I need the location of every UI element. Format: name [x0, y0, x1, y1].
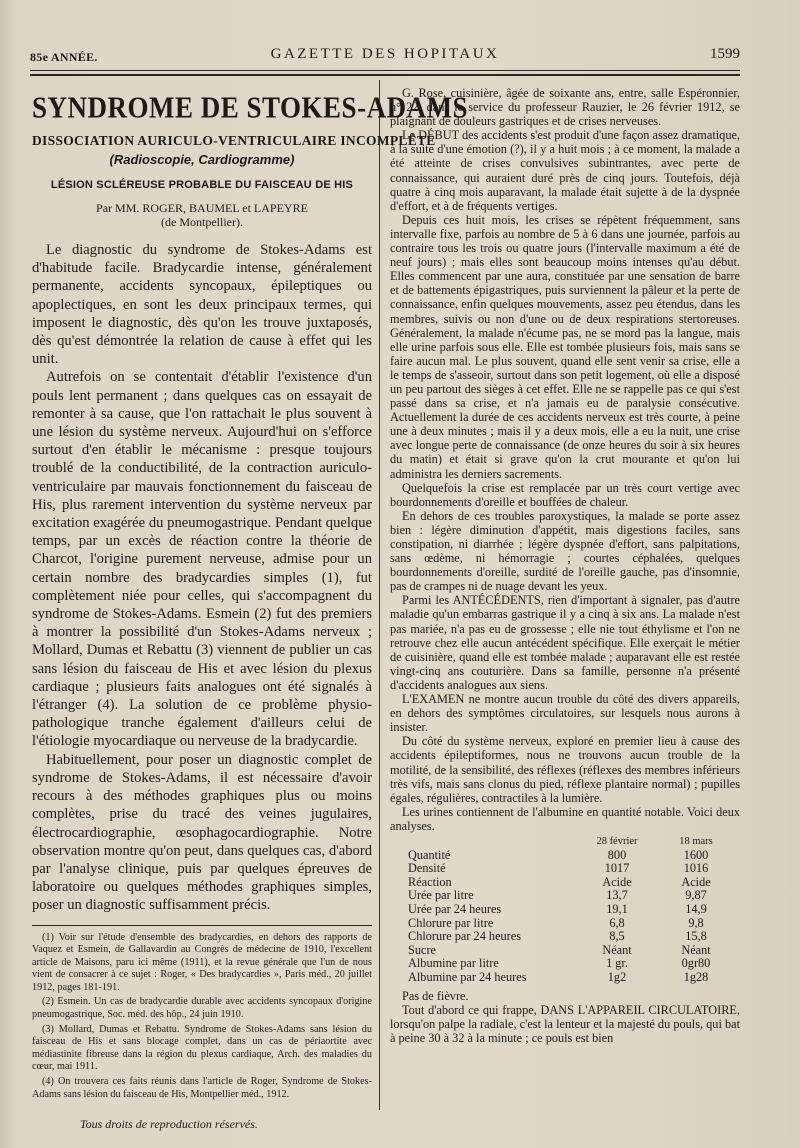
article-title: SYNDROME DE STOKES-ADAMS — [32, 89, 469, 125]
right-column — [390, 86, 740, 1114]
article-subtitle-methods: (Radioscopie, Cardiogramme) — [109, 152, 295, 167]
table-row: Réaction Acide Acide — [408, 874, 711, 889]
paragraph: Habituellement, pour poser un diagnostic complet de syndrome de Stokes-Adams, il est nécessaire d'avoir recours à des méthodes graphiques plus ou moins complètes, prise du tracé des veines jugulaires, électrocardiographie, œsophagocardiographie. Notre observation montre qu'on peut, dans quelques cas, d'abord par l'analyse clinique, puis par quelques épreuves de laboratoire ou quelques méthodes graphiques simples, poser un diagnostic suffisamment précis. — [32, 751, 372, 914]
column-divider — [379, 80, 380, 1110]
paragraph: Le diagnostic du syndrome de Stokes-Adams est d'habitude facile. Bradycardie intense, généralement permanente, accidents syncopaux, épileptiques ou apoplectiques, en sont les deux principaux termes, qui imposent le diagnostic, dès qu'on les trouve juxtaposés, dès qu'est démontrée la relation de cause à effet qui les unit. — [32, 242, 372, 368]
table-row: Urée par litre 13,7 9,87 — [408, 888, 707, 903]
paragraph: Parmi les ANTÉCÉDENTS, rien d'important à signaler, pas d'autre maladie qu'un embarras gastrique il y a cinq à six ans. La malade n'est pas mariée, n'a pas eu de grossesse ; elle nie tout éthylisme et l'on ne retrouve chez elle aucun antécédent spécifique. Elle exerçait le métier de cuisinière, quand elle est tombée malade ; auparavant elle est restée vingt-cinq ans couturière. Dans sa famille, personne n'a présenté d'accidents analogues aux siens. — [390, 593, 740, 692]
table-row: Quantité 800 1600 — [408, 847, 709, 862]
left-body-text — [32, 241, 372, 915]
table-row: Urée par 24 heures 19,1 14,9 — [408, 901, 707, 916]
footer-rights: Tous droits de reproduction réservés. — [80, 1117, 258, 1131]
footnote: (2) Esmein. Un cas de bradycardie durable avec accidents syncopaux d'origine pneumogastrique, Soc. méd. des hôp., 24 juin 1910. — [32, 996, 372, 1021]
year-label: 85e ANNÉE. — [30, 50, 98, 64]
paragraph: Les urines contiennent de l'albumine en quantité notable. Voici deux analyses. — [390, 804, 740, 833]
column-header: 18 mars — [679, 835, 713, 847]
header-rule-thick — [30, 74, 740, 76]
table-row: Albumine par litre 1 gr. 0gr80 — [408, 956, 711, 971]
article-subtitle: DISSOCIATION AURICULO-VENTRICULAIRE INCOMPLÈTE — [32, 133, 436, 148]
paragraph: Le DÉBUT des accidents s'est produit d'une façon assez dramatique, à la suite d'une émotion (?), il y a huit mois ; à ce moment, la malade a été atteinte de crises convulsives subintrantes, avec perte de connaissance, qui auraient duré près de cinq jours. Toutefois, déjà quatre à cinq mois auparavant, la malade était sujette à de la dyspnée d'effort, et à de fréquents vertiges. — [390, 128, 740, 213]
table-row: Chlorure par litre 6,8 9,8 — [408, 915, 704, 930]
page-number: 1599 — [710, 46, 740, 62]
paragraph: Quelquefois la crise est remplacée par un très court vertige avec bourdonnements d'oreille et bouffées de chaleur. — [390, 480, 740, 509]
footnote: (4) On trouvera ces faits réunis dans l'article de Roger, Syndrome de Stokes-Adams sans lésion du faisceau de His, Montpellier méd., 1912. — [32, 1076, 372, 1100]
authors: Par MM. ROGER, BAUMEL et LAPEYRE — [96, 201, 308, 215]
column-header: 28 février — [596, 835, 638, 847]
paragraph: L'EXAMEN ne montre aucun trouble du côté des divers appareils, en dehors des symptômes circulatoires, sur lesquels nous aurons à insister. — [390, 692, 740, 735]
paragraph: Autrefois on se contentait d'établir l'existence d'un pouls lent permanent ; dans quelques cas on essayait de remonter à sa cause, que l'on rattachait le plus souvent à une lésion du système nerveux. Aujourd'hui on s'efforce surtout d'en établir le mécanisme : presque toujours troublé de la conductibilité, de la contraction auriculo-ventriculaire par mauvais fonctionnement du faisceau de His, plus rarement intervention du système nerveux par excitation exagérée du pneumogastrique. Pendant quelque temps, par un excès de réaction contre la théorie de Charcot, l'origine purement nerveuse, admise pour un certain nombre des bradycardies simples (1), fut complètement niée pour celles, qui s'accompagnent du syndrome de Stokes-Adams. Esmein (2) fut des premiers à montrer la possibilité d'un Stokes-Adams nerveux ; Mollard, Dumas et Rebattu (3) viennent de publier un cas sans lésion du faisceau de His et avec lésion du plexus cardiaque ; plusieurs faits analogues ont été signalés à l'étranger (4). La solution de ce problème physio-pathologique tranche également d'ailleurs celui de l'étiologie myocardiaque ou nerveuse de la bradycardie. — [32, 369, 372, 750]
journal-title: GAZETTE DES HOPITAUX — [270, 46, 500, 62]
article-subtitle-lesion: LÉSION SCLÉREUSE PROBABLE DU FAISCEAU DE HIS — [50, 179, 354, 191]
paragraph: Pas de fièvre. — [402, 988, 469, 1003]
urine-analysis-table — [408, 835, 736, 985]
paragraph: Depuis ces huit mois, les crises se répètent fréquemment, sans intervalle fixe, parfois au nombre de 5 à 6 dans une journée, parfois au contraire tous les trois ou quatre jours (l'intervalle maximum a été de neuf jours) ; mais elles sont beaucoup moins intenses qu'au début. Elles commencent par une aura, constituée par une sensation de barre et de battements épigastriques, puis surviennent la pâleur et la perte de connaissance, enfin quelques mouvements, assez peu étendus, dans les membres, suivis ou non d'une ou de deux respirations stertoreuses. Généralement, la malade n'écume pas, ne se mord pas la langue, mais elle urine parfois sous elle. Elle est tombée plusieurs fois, mais sans se faire aucun mal. Le plus souvent, quand elle sent venir sa crise, elle a le temps de s'asseoir, surtout dans son petit logement, où elle a disposé un peu partout des sièges à cet effet. Elle ne se rappelle pas ce qui s'est passé dans sa crise, et n'a jamais eu de paralysie consécutive. Actuellement la durée de ces accidents nerveux est très courte, à peine une à deux minutes ; mais il y a deux mois, elle a eu la nuit, une crise avec longue perte de connaissance (de onze heures du soir à six heures du matin) et était si grave qu'on la crut mourante et qu'on lui administra les derniers sacrements. — [390, 212, 740, 481]
paragraph: G. Rose, cuisinière, âgée de soixante ans, entre, salle Espéronnier, n° 22, dans le service du professeur Rauzier, le 26 février 1912, se plaignant de douleurs gastriques et de crises nerveuses. — [390, 86, 740, 129]
paragraph: Du côté du système nerveux, exploré en premier lieu à cause des accidents épileptiformes, nous ne trouvons aucun trouble de la motilité, de la sensibilité, des réflexes (réflexes des membres inférieurs très vifs, mais sans clonus du pied, réflexe plantaire normal) ; pupilles égales, régulières, contractiles à la lumière. — [390, 734, 740, 805]
footnote: (3) Mollard, Dumas et Rebattu. Syndrome de Stokes-Adams sans lésion du faisceau de His et sans blocage complet, dans un cas de périaortite avec médiastinite fibreuse dans la région du plexus cardiaque, Arch. des maladies du cœur, mai 1911. — [32, 1023, 372, 1073]
header-rule — [30, 70, 740, 71]
footnote-rule — [32, 925, 372, 926]
paragraph: Tout d'abord ce qui frappe, DANS L'APPAREIL CIRCULATOIRE, lorsqu'on palpe la radiale, c'est la lenteur et la majesté du pouls, qui bat à peine 30 à 32 à la minute ; ce pouls est bien — [390, 1002, 740, 1045]
table-row: Albumine par 24 heures 1g2 1g28 — [408, 969, 709, 984]
case-report-text-continued — [390, 989, 740, 1045]
table-row: Chlorure par 24 heures 8,5 15,8 — [408, 929, 707, 944]
table-row: Densité 1017 1016 — [408, 861, 709, 876]
table-header-row — [408, 835, 736, 849]
paragraph: En dehors de ces troubles paroxystiques, la malade se porte assez bien : légère diminution d'appétit, mais digestions faciles, sans constipation, ni diarrhée ; légère dyspnée d'effort, sans palpitations, sans œdème, ni hémorragie ; courtes céphalées, quelques bourdonnements d'oreille, surdité de l'oreille gauche, pas d'insomnie, pas de crampes ni de nuage devant les yeux. — [390, 508, 740, 594]
table-row: Sucre Néant Néant — [408, 942, 711, 957]
page-header — [30, 44, 740, 66]
footnote: (1) Voir sur l'étude d'ensemble des bradycardies, en dehors des rapports de Vaquez et Esmein, de Gallavardin au Congrès de médecine de 1910, l'excellent article de Maisons, paru ici même (1911), et la revue générale que l'un de nous vient de consacrer à ce sujet : Roger, « Des bradycardies », Paris méd., 20 juillet 1912, pages 181-191. — [32, 931, 372, 993]
footnotes — [32, 932, 372, 1102]
case-report-text — [390, 86, 740, 833]
affiliation: (de Montpellier). — [161, 215, 243, 229]
